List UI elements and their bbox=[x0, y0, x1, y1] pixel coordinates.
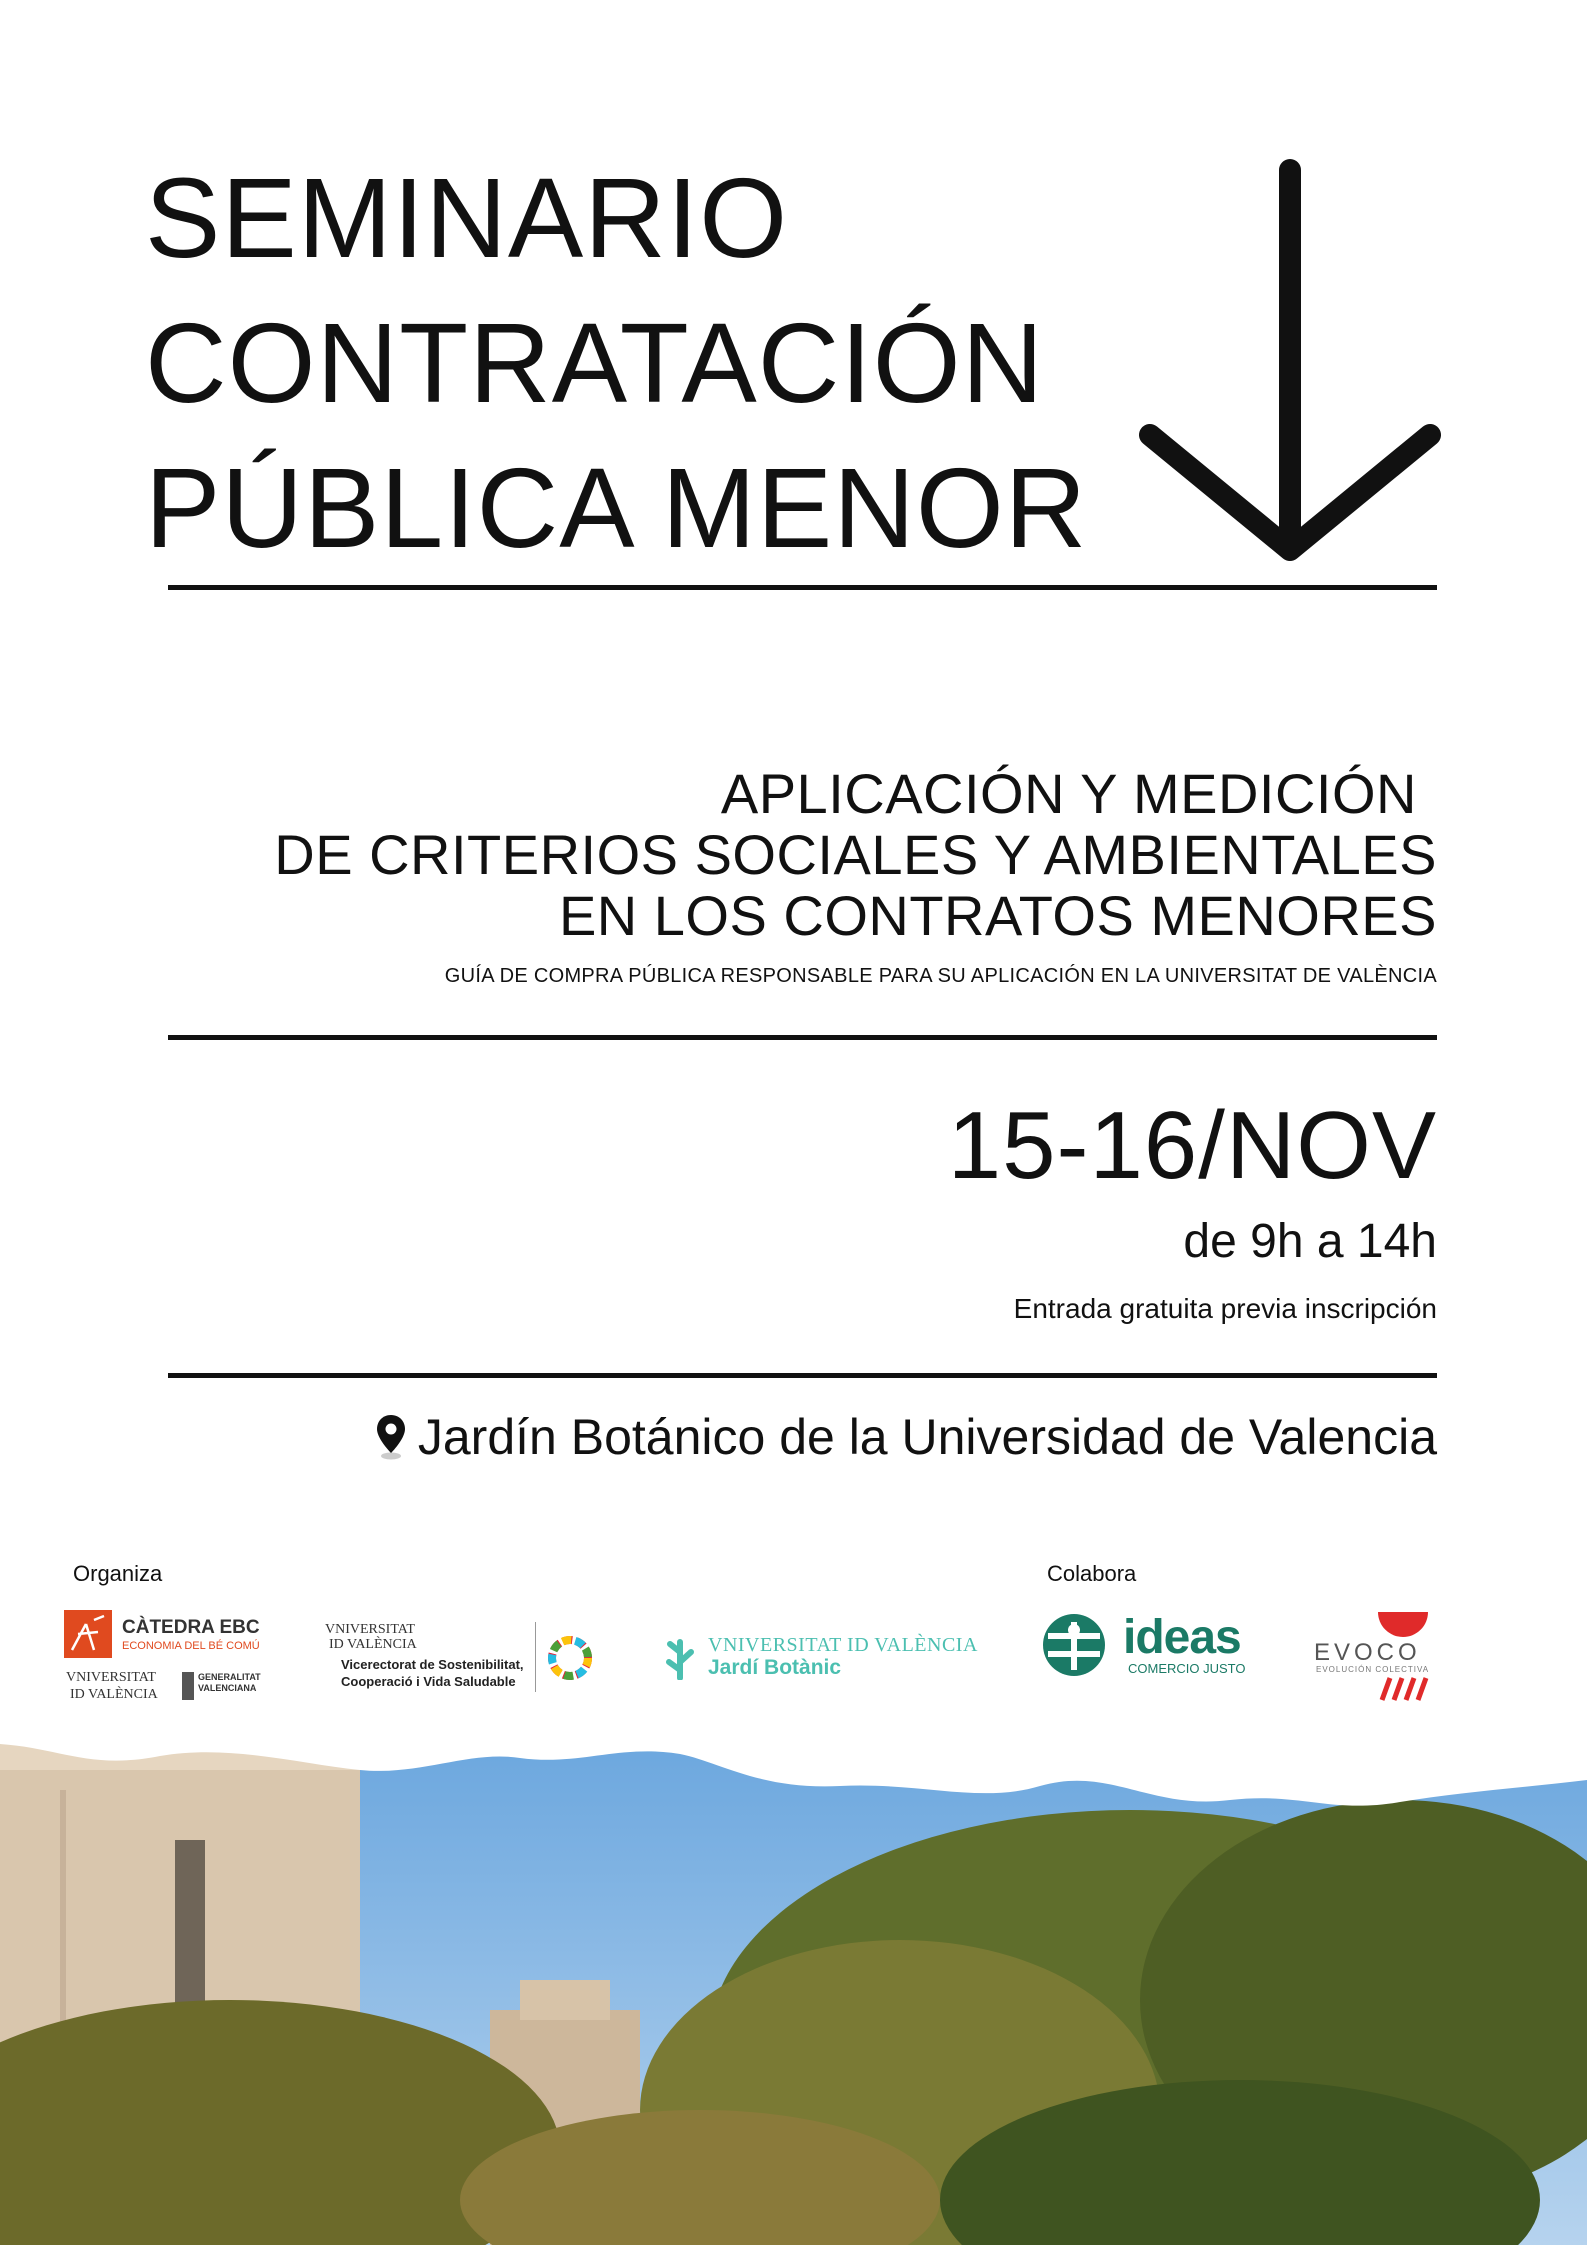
subtitle-line-2: DE CRITERIOS SOCIALES Y AMBIENTALES bbox=[274, 823, 1437, 886]
divider bbox=[168, 1035, 1437, 1040]
jardi-line2: Jardí Botànic bbox=[708, 1656, 842, 1679]
title-line-2: CONTRATACIÓN bbox=[145, 300, 1045, 426]
colabora-label: Colabora bbox=[1047, 1561, 1137, 1586]
garden-photo bbox=[0, 1730, 1587, 2245]
ideas-sub: COMERCIO JUSTO bbox=[1128, 1661, 1246, 1676]
catedra-name: CÀTEDRA EBC bbox=[122, 1617, 260, 1638]
catedra-ebc-logo bbox=[64, 1610, 274, 1710]
evoco-stripes-icon bbox=[1378, 1676, 1434, 1702]
subtitle-line-3: EN LOS CONTRATOS MENORES bbox=[558, 884, 1437, 947]
arrow-down-icon bbox=[1130, 150, 1450, 570]
plant-icon bbox=[663, 1634, 697, 1680]
event-date: 15-16/NOV bbox=[947, 1092, 1437, 1199]
evoco-sub: EVOLUCIÓN COLECTIVA bbox=[1316, 1665, 1430, 1674]
venue-name: Jardín Botánico de la Universidad de Valencia bbox=[417, 1409, 1437, 1465]
generalitat-crest-icon bbox=[182, 1672, 194, 1700]
subtitle-line-1: APLICACIÓN Y MEDICIÓN bbox=[720, 762, 1417, 825]
organiza-label: Organiza bbox=[73, 1561, 163, 1586]
ideas-logo bbox=[1038, 1612, 1263, 1682]
vicerectorat-line2: Cooperació i Vida Saludable bbox=[341, 1674, 516, 1689]
vicerectorat-logo bbox=[325, 1622, 595, 1712]
evoco-semicircle-icon bbox=[1378, 1612, 1428, 1637]
vicerectorat-line1: Vicerectorat de Sostenibilitat, bbox=[341, 1657, 524, 1672]
event-entry-note: Entrada gratuita previa inscripción bbox=[1013, 1293, 1437, 1324]
ideas-emblem-icon bbox=[1038, 1612, 1110, 1678]
divider bbox=[168, 585, 1437, 590]
univ-line1: VNIVERSITAT bbox=[66, 1670, 156, 1685]
jardi-line1: VNIVERSITAT ID VALÈNCIA bbox=[708, 1634, 978, 1656]
ideas-name: ideas bbox=[1123, 1611, 1241, 1664]
univ-line2: ID VALÈNCIA bbox=[70, 1687, 158, 1702]
gen-line1: GENERALITAT bbox=[198, 1672, 261, 1682]
gen-line2: VALENCIANA bbox=[198, 1683, 257, 1693]
sdg-wheel-icon bbox=[547, 1635, 593, 1681]
univ-line1: VNIVERSITAT bbox=[325, 1622, 415, 1637]
divider bbox=[168, 1373, 1437, 1378]
title-line-1: SEMINARIO bbox=[145, 155, 789, 281]
catedra-emblem-icon bbox=[64, 1610, 112, 1658]
location-pin-icon bbox=[374, 1413, 408, 1461]
evoco-name: EVOCO bbox=[1314, 1639, 1421, 1666]
univ-line2: ID VALÈNCIA bbox=[329, 1637, 417, 1652]
title-line-3: PÚBLICA MENOR bbox=[145, 445, 1088, 571]
jardi-botanic-logo bbox=[663, 1632, 978, 1682]
venue-row bbox=[374, 1409, 1437, 1465]
evoco-logo bbox=[1310, 1612, 1440, 1702]
guide-caption: GUÍA DE COMPRA PÚBLICA RESPONSABLE PARA SU APLICACIÓN EN LA UNIVERSITAT DE VALÈNCIA bbox=[444, 965, 1437, 987]
divider bbox=[535, 1622, 536, 1692]
event-hours: de 9h a 14h bbox=[1183, 1215, 1437, 1268]
catedra-sub: ECONOMIA DEL BÉ COMÚ bbox=[122, 1640, 260, 1652]
